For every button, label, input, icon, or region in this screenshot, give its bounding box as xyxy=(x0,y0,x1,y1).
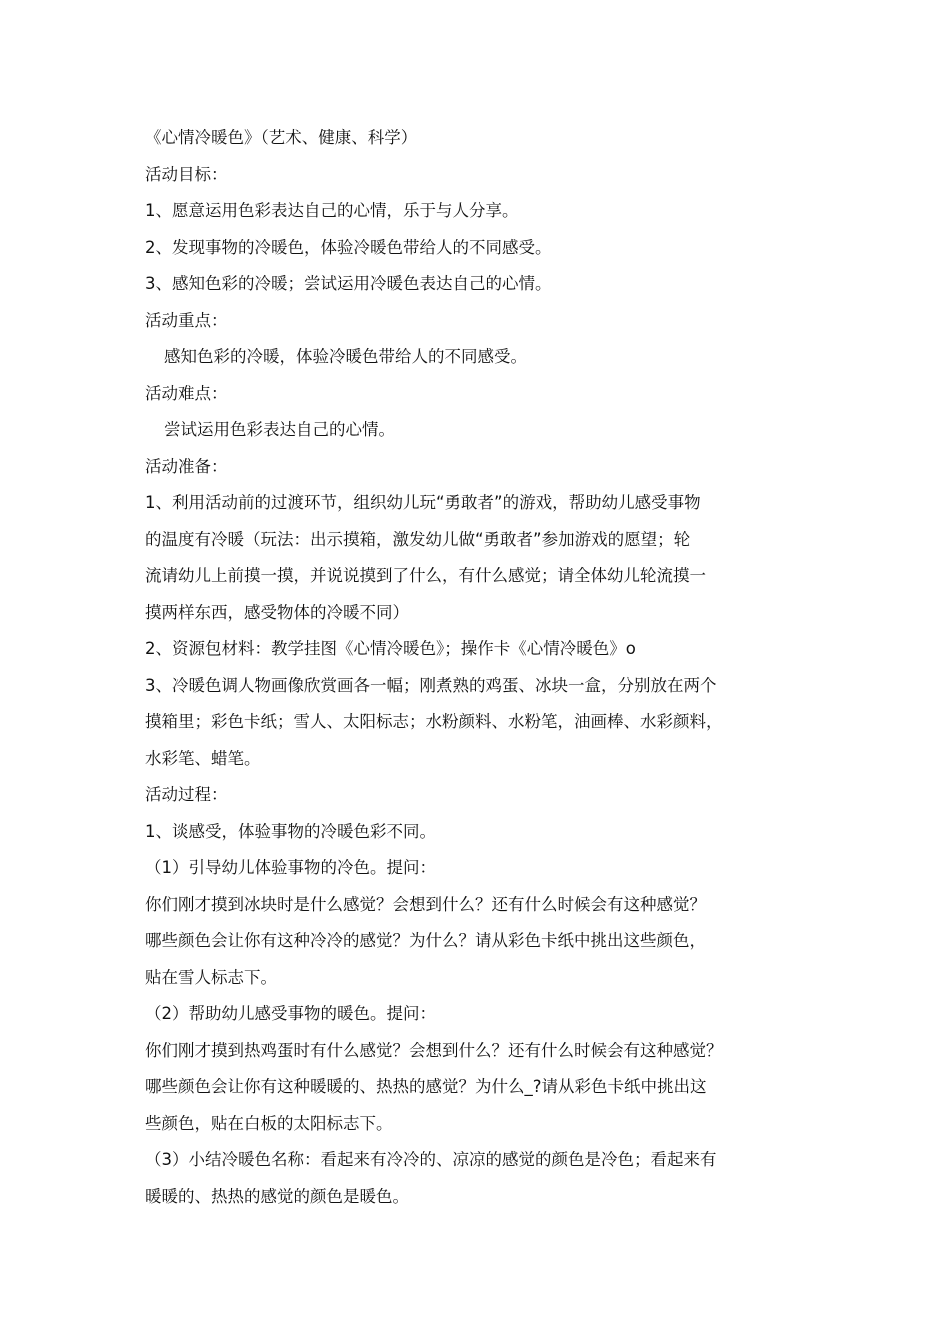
text-line: 活动重点： xyxy=(145,310,228,330)
text-line: 尝试运用色彩表达自己的心情。 xyxy=(164,420,395,439)
text-line: 你们刚才摸到热鸡蛋时有什么感觉？会想到什么？还有什么时候会有这种感觉？ xyxy=(145,1040,723,1060)
text-line: 3、冷暖色调人物画像欣赏画各一幅；刚煮熟的鸡蛋、冰块一盒，分别放在两个 xyxy=(145,675,717,695)
text-line: 活动准备： xyxy=(145,456,228,476)
text-line: 哪些颜色会让你有这种冷冷的感觉？为什么？请从彩色卡纸中挑出这些颜色， xyxy=(145,931,706,950)
text-line: 3、感知色彩的冷暖；尝试运用冷暖色表达自己的心情。 xyxy=(145,274,552,293)
document-body xyxy=(145,125,815,1220)
text-line: 摸箱里；彩色卡纸；雪人、太阳标志；水粉颜料、水粉笔，油画棒、水彩颜料， xyxy=(145,712,723,731)
text-line: 哪些颜色会让你有这种暖暖的、热热的感觉？为什么_?请从彩色卡纸中挑出这 xyxy=(145,1077,707,1096)
text-line: 感知色彩的冷暖，体验冷暖色带给人的不同感受。 xyxy=(164,347,527,366)
text-line: 活动过程： xyxy=(145,785,228,804)
text-line: （2）帮助幼儿感受事物的暖色。提问： xyxy=(145,1004,436,1023)
text-line: 2、发现事物的冷暖色，体验冷暖色带给人的不同感受。 xyxy=(145,237,552,257)
text-line: 1、谈感受，体验事物的冷暖色彩不同。 xyxy=(145,821,436,841)
text-line: 暖暖的、热热的感觉的颜色是暖色。 xyxy=(145,1186,409,1206)
text-line: 的温度有冷暖（玩法：出示摸箱，激发幼儿做“勇敢者”参加游戏的愿望；轮 xyxy=(145,529,691,549)
text-line: （1）引导幼儿体验事物的冷色。提问： xyxy=(145,858,436,877)
text-line: 水彩笔、蜡笔。 xyxy=(145,748,261,768)
text-line: 贴在雪人标志下。 xyxy=(145,967,277,987)
text-line: 2、资源包材料：教学挂图《心情冷暖色》；操作卡《心情冷暖色》o xyxy=(145,639,636,658)
text-line: 《心情冷暖色》（艺术、健康、科学） xyxy=(145,128,418,147)
text-line: 活动目标： xyxy=(145,164,228,184)
text-line: 活动难点： xyxy=(145,383,228,403)
text-line: （3）小结冷暖色名称：看起来有冷冷的、凉凉的感觉的颜色是冷色；看起来有 xyxy=(145,1150,717,1169)
text-line: 流请幼儿上前摸一摸，并说说摸到了什么，有什么感觉；请全体幼儿轮流摸一 xyxy=(145,566,706,585)
text-line: 1、愿意运用色彩表达自己的心情，乐于与人分享。 xyxy=(145,201,519,220)
text-line: 1、利用活动前的过渡环节，组织幼儿玩“勇敢者”的游戏，帮助幼儿感受事物 xyxy=(145,493,701,512)
text-line: 你们刚才摸到冰块时是什么感觉？会想到什么？还有什么时候会有这种感觉？ xyxy=(145,894,706,914)
text-line: 些颜色，贴在白板的太阳标志下。 xyxy=(145,1113,393,1133)
text-line: 摸两样东西，感受物体的冷暖不同） xyxy=(145,602,409,622)
